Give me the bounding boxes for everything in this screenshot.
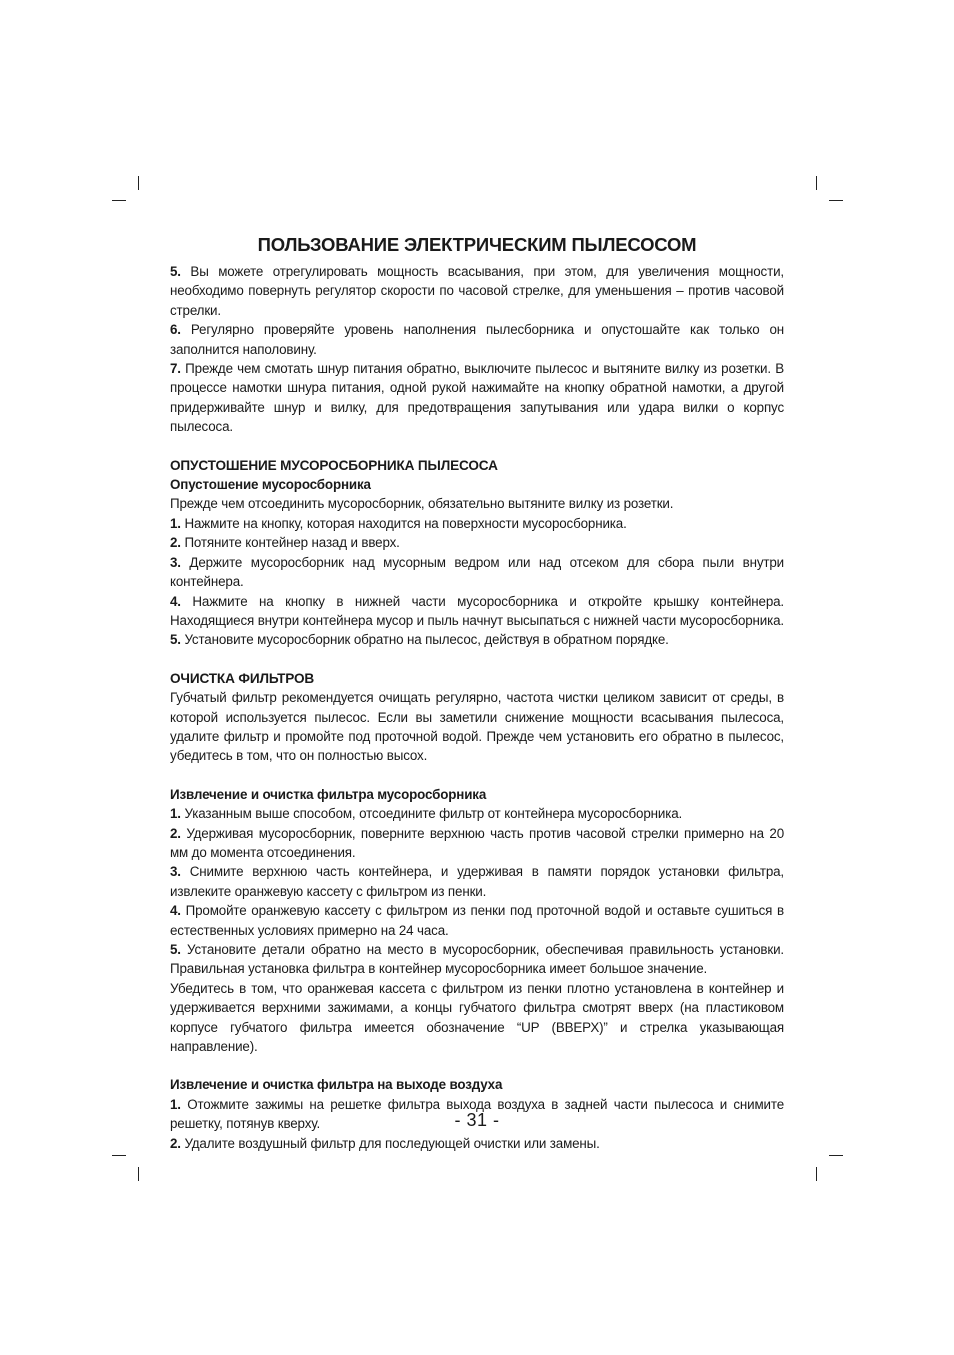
crop-mark-top-left-horizontal — [112, 200, 126, 201]
section-title-filters: ОЧИСТКА ФИЛЬТРОВ — [170, 670, 315, 686]
list-item: 3. Снимите верхнюю часть контейнера, и удерживая в памяти порядок установки фильтра, извлеките оранжевую кассету с фильтром из пенки. — [170, 864, 784, 899]
section-lead: Губчатый фильтр рекомендуется очищать регулярно, частота чистки целиком зависит от среды, в которой используется пылесос. Если вы заметили снижение мощности всасывания пылесоса, удалите фильтр и промойте под проточной водой. Прежде чем установить его обратно в пылесос, убедитесь в том, что он полностью высох. — [170, 690, 784, 764]
page-number: - 31 - — [454, 1110, 500, 1130]
intro-item: 7. Прежде чем смотать шнур питания обратно, выключите пылесос и вытяните вилку из розетки. В процессе намотки шнура питания, одной рукой нажимайте на кнопку обратной намотки, а другой придерживайте шнур и вилку, для предотвращения запутывания или удара вилки о корпус пылесоса. — [170, 361, 784, 435]
list-item: 2. Удерживая мусоросборник, поверните верхнюю часть против часовой стрелки примерно на 20 мм до момента отсоединения. — [170, 825, 784, 860]
list-item: 5. Установите мусоросборник обратно на пылесос, действуя в обратном порядке. — [170, 632, 669, 648]
list-item: 2. Удалите воздушный фильтр для последующей очистки или замены. — [170, 1135, 600, 1151]
section-lead: Прежде чем отсоединить мусоросборник, обязательно вытяните вилку из розетки. — [170, 496, 674, 512]
section-title-dust-container: ОПУСТОШЕНИЕ МУСОРОСБОРНИКА ПЫЛЕСОСА — [170, 457, 498, 473]
list-item: 1. Отожмите зажимы на решетке фильтра выхода воздуха в задней части пылесоса и снимите решетку, потянув кверху. — [170, 1096, 784, 1132]
crop-mark-bottom-right-vertical — [816, 1167, 817, 1181]
subtitle-dust-emptying: Опустошение мусоросборника — [170, 477, 371, 493]
crop-mark-top-right-horizontal — [829, 200, 843, 201]
crop-mark-bottom-left-vertical — [138, 1167, 139, 1181]
intro-item: 5. Вы можете отрегулировать мощность всасывания, при этом, для увеличения мощности, необходимо повернуть регулятор скорости по часовой стрелке, для уменьшения – против часовой стрелки. — [170, 264, 784, 318]
list-item: 1. Указанным выше способом, отсоедините фильтр от контейнера мусоросборника. — [170, 806, 683, 822]
crop-mark-top-right-vertical — [816, 176, 817, 190]
list-item: 4. Промойте оранжевую кассету с фильтром из пенки под проточной водой и оставьте сушиться в естественных условиях примерно на 24 часа. — [170, 903, 784, 938]
crop-mark-bottom-left-horizontal — [112, 1155, 126, 1156]
crop-mark-top-left-vertical — [138, 176, 139, 190]
intro-item: 6. Регулярно проверяйте уровень наполнения пылесборника и опустошайте как только он заполнится наполовину. — [170, 322, 784, 357]
list-item: 3. Держите мусоросборник над мусорным ведром или над отсеком для сбора пыли внутри контейнера. — [170, 554, 784, 590]
list-item: 5. Установите детали обратно на место в мусоросборник, обеспечивая правильность установки. Правильная установка фильтра в контейнер мусоросборника имеет большое значение. — [170, 942, 784, 977]
subtitle-exhaust-filter: Извлечение и очистка фильтра на выходе воздуха — [170, 1077, 503, 1093]
page-content — [170, 233, 784, 1153]
list-item: 4. Нажмите на кнопку в нижней части мусоросборника и откройте крышку контейнера. Находящиеся внутри контейнера мусор и пыль начнут высыпаться с нижней части мусоросборника. — [170, 593, 784, 628]
crop-mark-bottom-right-horizontal — [829, 1155, 843, 1156]
subtitle-container-filter: Извлечение и очистка фильтра мусоросборника — [170, 786, 487, 802]
page-title: ПОЛЬЗОВАНИЕ ЭЛЕКТРИЧЕСКИМ ПЫЛЕСОСОМ — [257, 234, 697, 255]
section-note: Убедитесь в том, что оранжевая кассета с фильтром из пенки плотно установлена в контейнер и удерживается верхними зажимами, а концы губчатого фильтра смотрят вверх (на пластиковом корпусе губчатого фильтра имеется обозначение “UP (ВВЕРХ)” и стрелка указывающая направление). — [170, 980, 784, 1055]
list-item: 1. Нажмите на кнопку, которая находится на поверхности мусоросборника. — [170, 515, 627, 531]
list-item: 2. Потяните контейнер назад и вверх. — [170, 535, 400, 551]
